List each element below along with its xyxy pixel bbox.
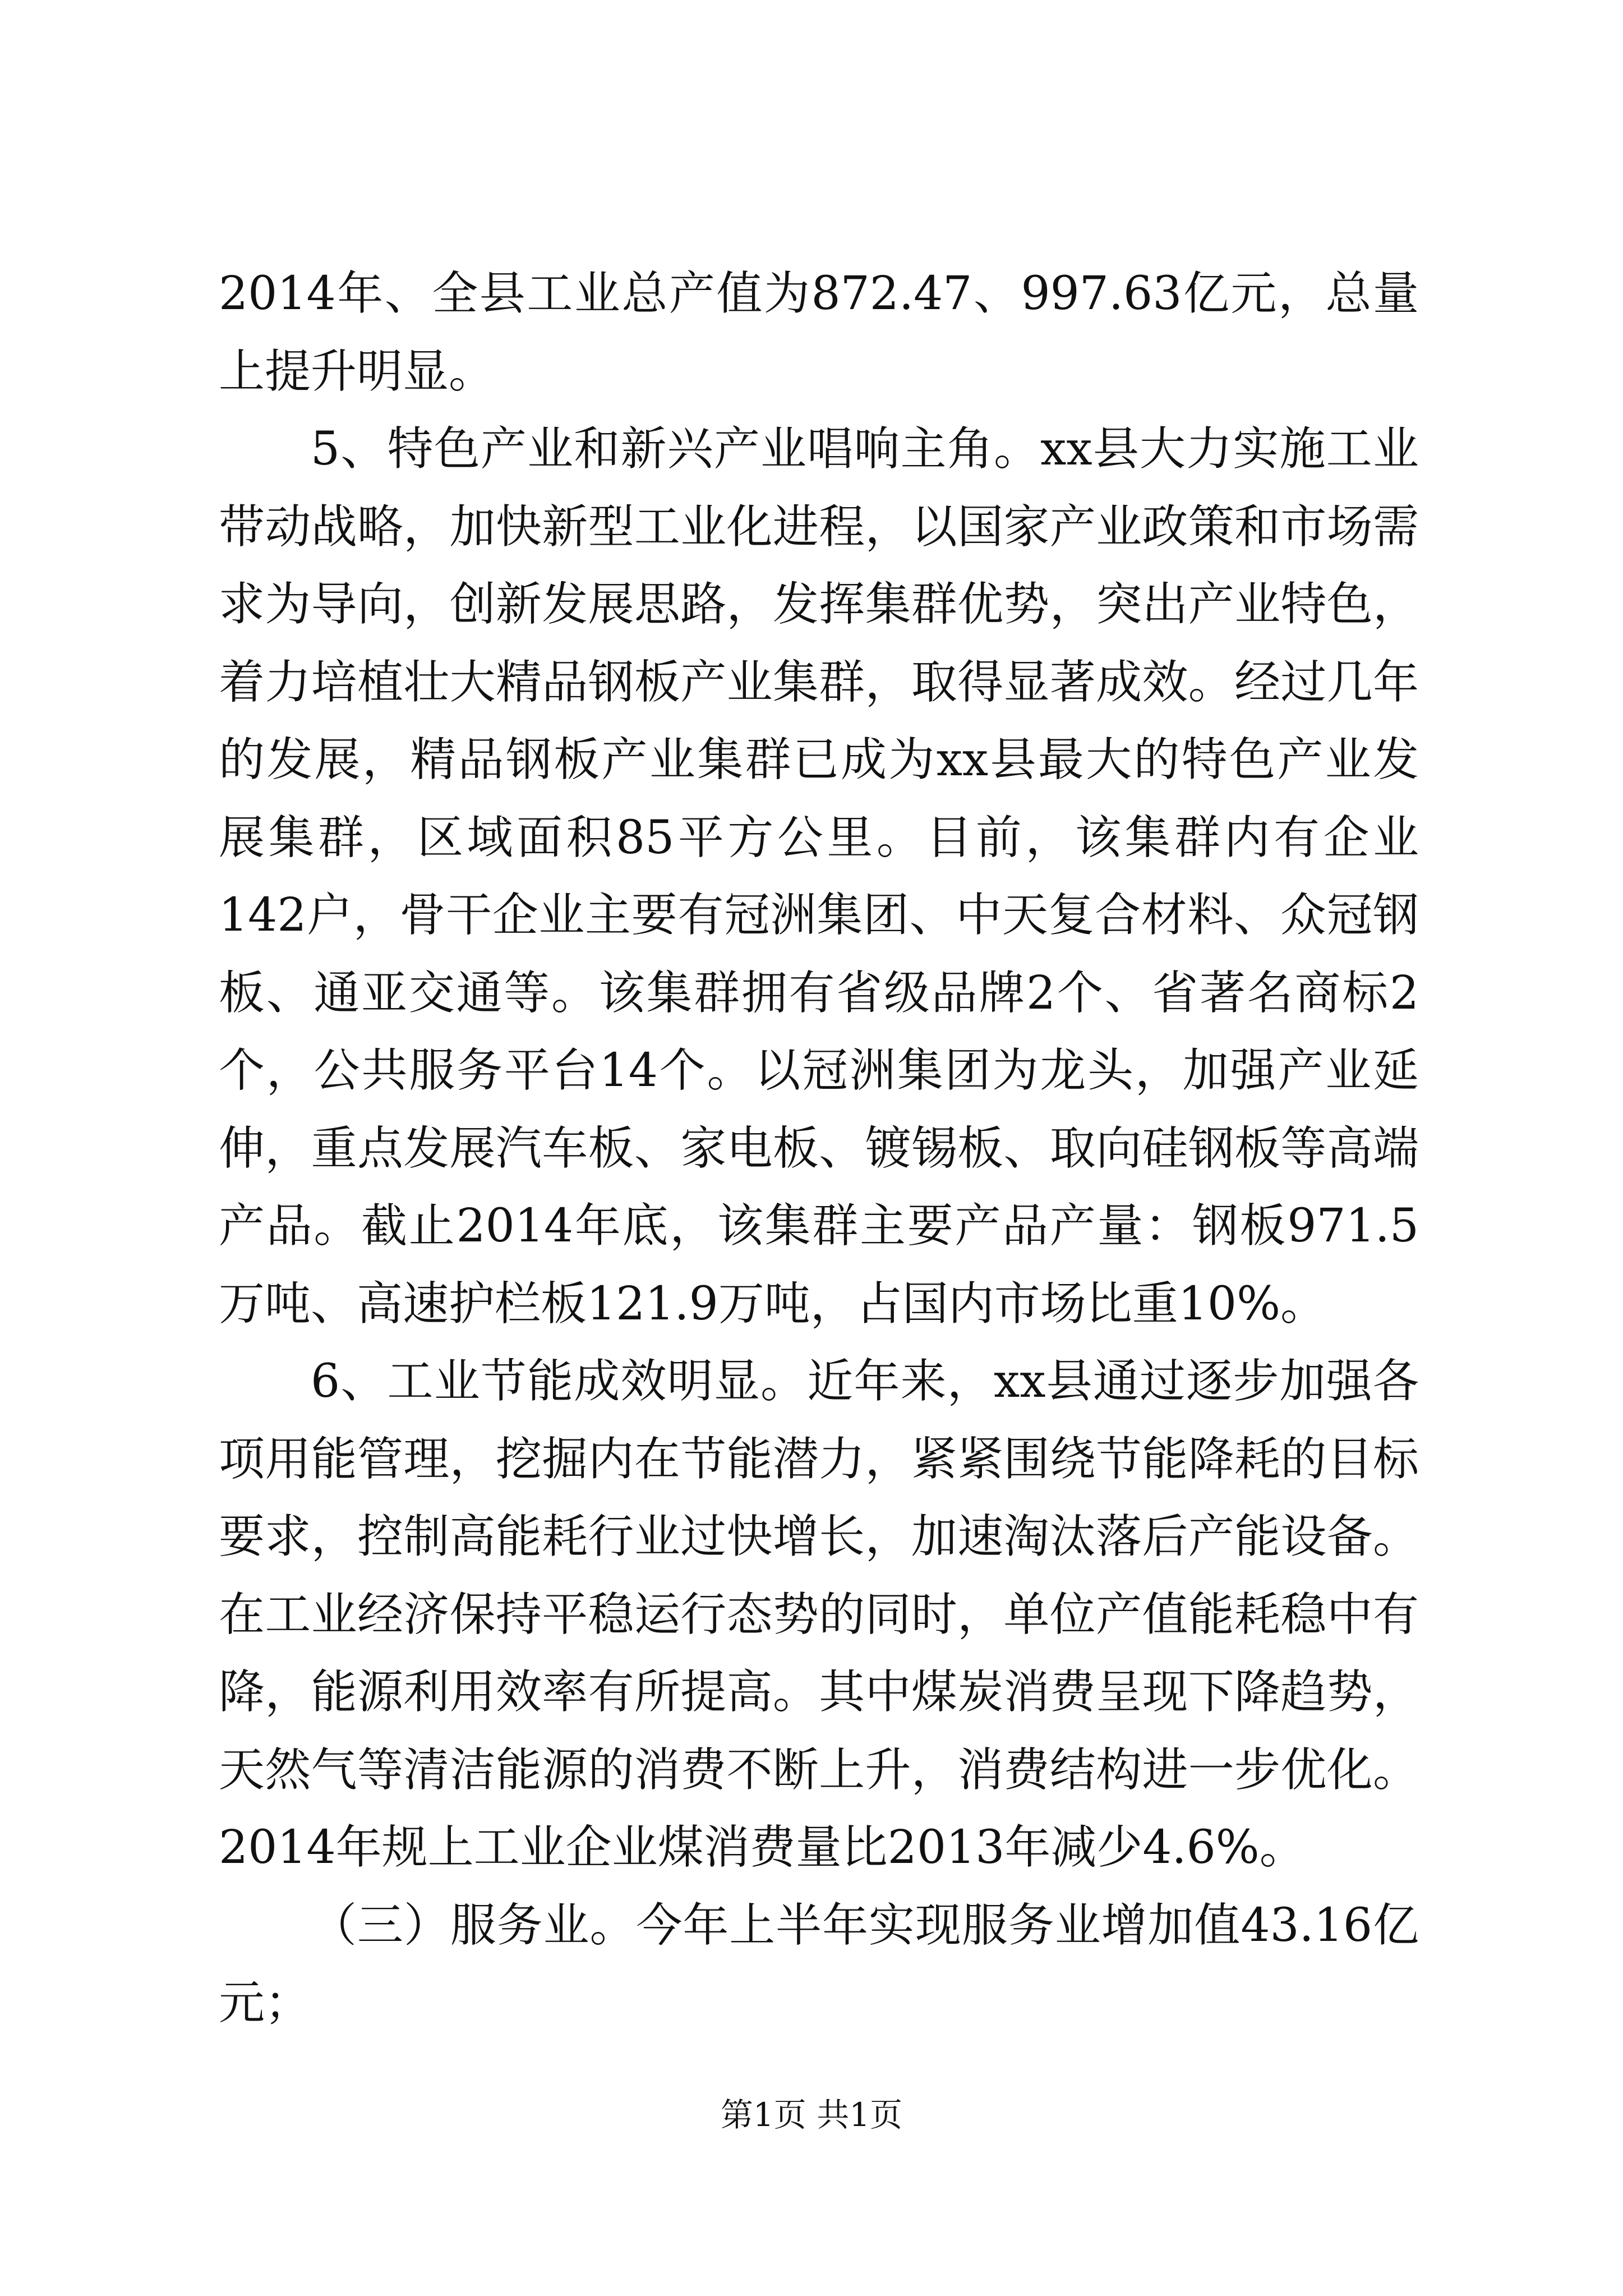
- paragraph-energy-saving: 6、工业节能成效明显。近年来，xx县通过逐步加强各项用能管理，挖掘内在节能潜力，紧紧围绕节能降耗的目标要求，控制高能耗行业过快增长，加速淘汰落后产能设备。在工业经济保持平稳运行态势的同时，单位产值能耗稳中有降，能源利用效率有所提高。其中煤炭消费呈现下降趋势，天然气等清洁能源的消费不断上升，消费结构进一步优化。2014年规上工业企业煤消费量比2013年减少4.6%。: [219, 1355, 1419, 1874]
- paragraph-featured-industries: 5、特色产业和新兴产业唱响主角。xx县大力实施工业带动战略，加快新型工业化进程，以国家产业政策和市场需求为导向，创新发展思路，发挥集群优势，突出产业特色，着力培植壮大精品钢板产业集群，取得显著成效。经过几年的发展，精品钢板产业集群已成为xx县最大的特色产业发展集群，区域面积85平方公里。目前，该集群内有企业142户，骨干企业主要有冠洲集团、中天复合材料、众冠钢板、通亚交通等。该集群拥有省级品牌2个、省著名商标2个，公共服务平台14个。以冠洲集团为龙头，加强产业延伸，重点发展汽车板、家电板、镀锡板、取向硅钢板等高端产品。截止2014年底，该集群主要产品产量：钢板971.5万吨、高速护栏板121.9万吨，占国内市场比重10%。: [219, 422, 1419, 1331]
- paragraph-industrial-output: 2014年、全县工业总产值为872.47、997.63亿元，总量上提升明显。: [219, 267, 1419, 398]
- document-body: [219, 255, 1419, 2042]
- page-footer: 第1页 共1页: [720, 2096, 903, 2134]
- paragraph-service-industry: （三）服务业。今年上半年实现服务业增加值43.16亿元；: [219, 1898, 1419, 2030]
